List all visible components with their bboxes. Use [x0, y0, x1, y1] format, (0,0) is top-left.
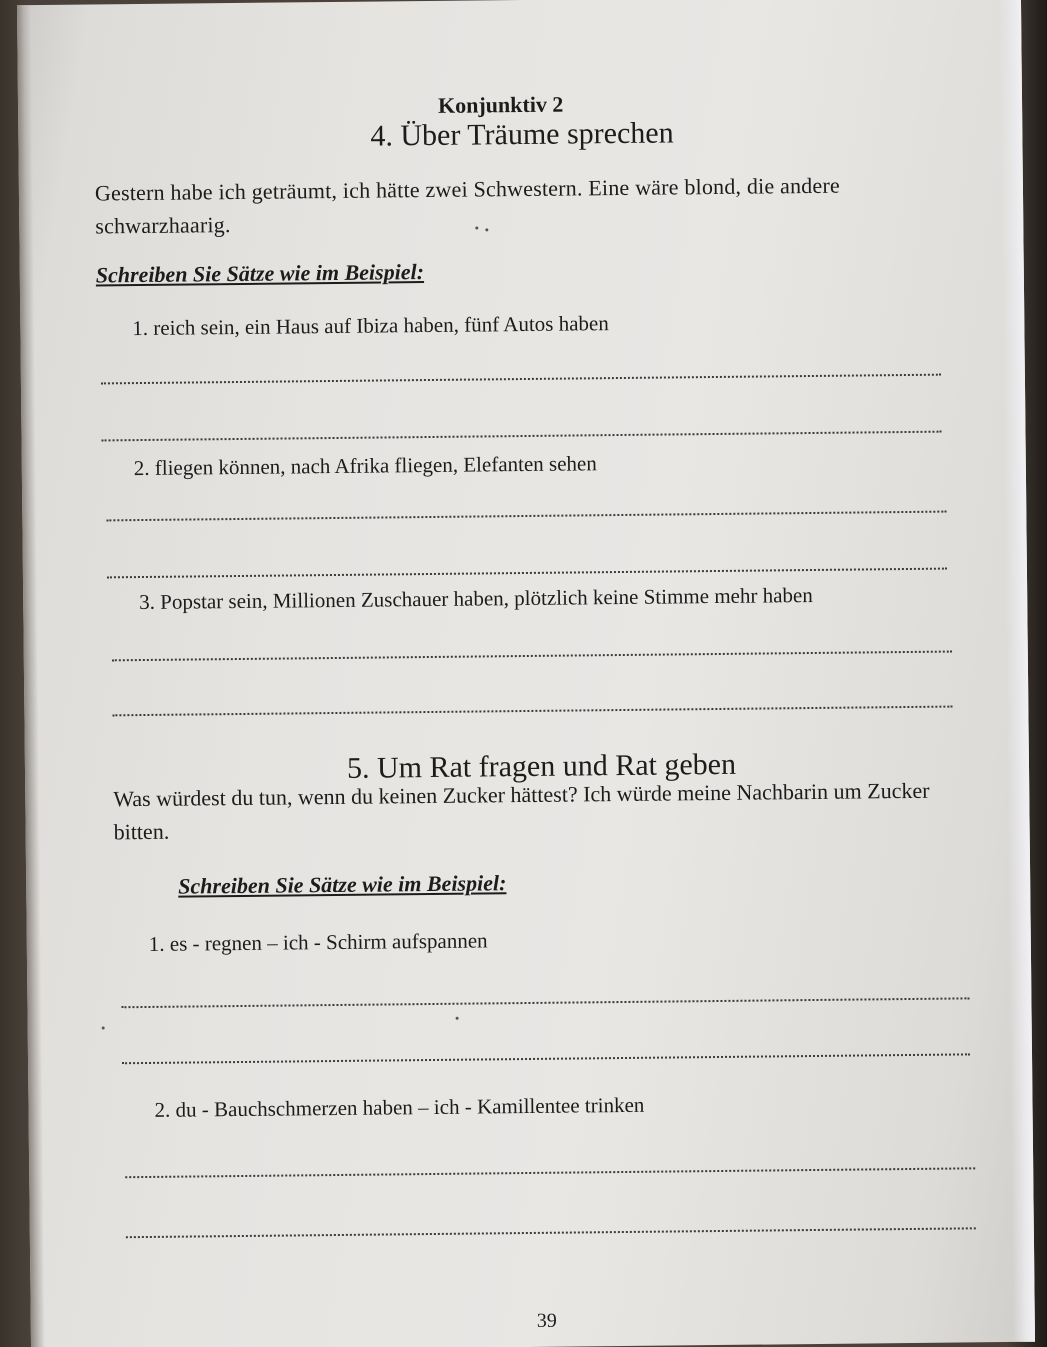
answer-line[interactable] [112, 706, 952, 717]
answer-line[interactable] [126, 1227, 976, 1238]
section-4-intro: Gestern habe ich geträumt, ich hätte zwei Schwestern. Eine wäre blond, die andere schwarzhaarig. [94, 172, 841, 239]
answer-line[interactable] [107, 568, 947, 579]
paper-speck [456, 1017, 459, 1020]
answer-line[interactable] [112, 651, 952, 662]
section-4-item-1: 1. reich sein, ein Haus auf Ibiza haben, fünf Autos haben [132, 311, 609, 341]
answer-line[interactable] [125, 1167, 975, 1178]
section-5-title: 5. Um Rat fragen und Rat geben [346, 747, 737, 785]
paper-speck [485, 228, 488, 231]
section-5-intro: Was würdest du tun, wenn du keinen Zucker hättest? Ich würde meine Nachbarin um Zucker bitten. [113, 777, 930, 845]
section-5-item-2: 2. du - Bauchschmerzen haben – ich - Kamillentee trinken [154, 1092, 645, 1122]
answer-line[interactable] [101, 374, 941, 385]
paper-speck [475, 226, 478, 229]
worksheet-page [17, 0, 1035, 1347]
paper-left-edge [17, 5, 45, 1347]
page-number: 39 [536, 1309, 557, 1332]
answer-line[interactable] [121, 997, 969, 1008]
chapter-heading: Konjunktiv 2 [437, 91, 564, 118]
answer-line[interactable] [102, 431, 942, 442]
paper-right-edge [999, 0, 1035, 1342]
section-4-item-2: 2. fliegen können, nach Afrika fliegen, Elefanten sehen [133, 451, 597, 481]
paper-speck [102, 1026, 105, 1029]
answer-line[interactable] [122, 1053, 970, 1064]
section-4-title: 4. Über Träume sprechen [370, 116, 674, 153]
section-4-item-3: 3. Popstar sein, Millionen Zuschauer haben, plötzlich keine Stimme mehr haben [139, 582, 813, 615]
section-5-instruction: Schreiben Sie Sätze wie im Beispiel: [178, 870, 507, 899]
answer-line[interactable] [106, 511, 946, 522]
section-4-instruction: Schreiben Sie Sätze wie im Beispiel: [95, 259, 425, 288]
section-5-item-1: 1. es - regnen – ich - Schirm aufspannen [148, 928, 488, 956]
